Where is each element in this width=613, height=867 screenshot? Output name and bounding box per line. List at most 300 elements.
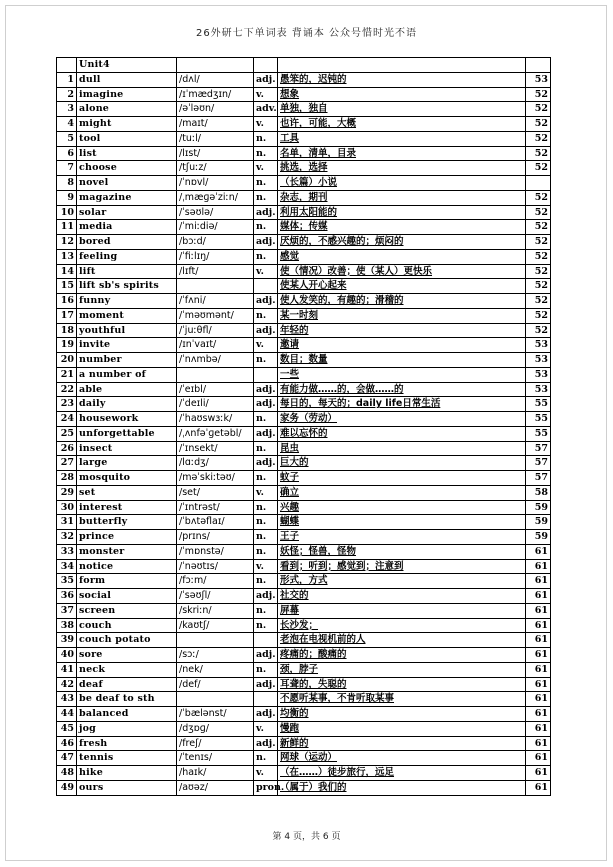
meaning-cell: 使（情况）改善；使（某人）更快乐 — [278, 264, 526, 279]
word-cell: jog — [77, 721, 177, 736]
word-cell: social — [77, 589, 177, 604]
word-cell: daily — [77, 397, 177, 412]
meaning-cell: 使某人开心起来 — [278, 279, 526, 294]
phonetic-cell: /ˈsəʊʃl/ — [177, 589, 254, 604]
phonetic-cell: /maɪt/ — [177, 117, 254, 132]
table-row — [57, 117, 551, 132]
word-cell: butterfly — [77, 515, 177, 530]
table-row — [57, 515, 551, 530]
page-cell: 61 — [526, 751, 551, 766]
word-cell: bored — [77, 235, 177, 250]
table-row — [57, 323, 551, 338]
table-row — [57, 279, 551, 294]
meaning-cell: 蚊子 — [278, 471, 526, 486]
number-cell: 30 — [57, 500, 77, 515]
number-cell: 33 — [57, 544, 77, 559]
meaning-cell: 王子 — [278, 530, 526, 545]
number-cell: 2 — [57, 87, 77, 102]
phonetic-cell: /skriːn/ — [177, 603, 254, 618]
meaning-cell: 利用太阳能的 — [278, 205, 526, 220]
word-cell: magazine — [77, 190, 177, 205]
pos-cell: v. — [254, 721, 278, 736]
page-cell: 61 — [526, 559, 551, 574]
word-cell: be deaf to sth — [77, 692, 177, 707]
pos-cell — [254, 279, 278, 294]
page-cell: 61 — [526, 721, 551, 736]
meaning-cell: 屏幕 — [278, 603, 526, 618]
number-cell: 48 — [57, 766, 77, 781]
word-cell: interest — [77, 500, 177, 515]
meaning-cell: 使人发笑的，有趣的；滑稽的 — [278, 294, 526, 309]
number-cell: 18 — [57, 323, 77, 338]
pos-cell: adj. — [254, 456, 278, 471]
meaning-cell: 妖怪；怪兽，怪物 — [278, 544, 526, 559]
word-cell: insect — [77, 441, 177, 456]
meaning-cell: 每日的，每天的；daily life日常生活 — [278, 397, 526, 412]
page-cell: 52 — [526, 205, 551, 220]
number-cell: 12 — [57, 235, 77, 250]
page-cell: 52 — [526, 235, 551, 250]
number-cell: 37 — [57, 603, 77, 618]
number-cell: 43 — [57, 692, 77, 707]
pos-cell: adj. — [254, 736, 278, 751]
page-cell: 61 — [526, 603, 551, 618]
meaning-cell: 家务（劳动） — [278, 412, 526, 427]
number-cell: 29 — [57, 485, 77, 500]
number-cell: 47 — [57, 751, 77, 766]
number-cell: 26 — [57, 441, 77, 456]
phonetic-cell: /məˈskiːtəʊ/ — [177, 471, 254, 486]
number-cell: 46 — [57, 736, 77, 751]
meaning-cell: 慢跑 — [278, 721, 526, 736]
page-cell: 61 — [526, 677, 551, 692]
phonetic-cell: /ˈhaʊswɜːk/ — [177, 412, 254, 427]
page-cell: 52 — [526, 308, 551, 323]
pos-cell: v. — [254, 117, 278, 132]
page-cell: 57 — [526, 456, 551, 471]
pos-cell: n. — [254, 500, 278, 515]
word-cell: lift sb's spirits — [77, 279, 177, 294]
table-row — [57, 264, 551, 279]
word-cell: might — [77, 117, 177, 132]
page-cell: 61 — [526, 648, 551, 663]
pos-cell: adj. — [254, 205, 278, 220]
meaning-cell: 长沙发； — [278, 618, 526, 633]
meaning-cell: 有能力做……的，会做……的 — [278, 382, 526, 397]
meaning-cell: 名单，清单，目录 — [278, 146, 526, 161]
phonetic-cell: /ɪˈmædʒɪn/ — [177, 87, 254, 102]
number-cell: 9 — [57, 190, 77, 205]
page-cell: 52 — [526, 117, 551, 132]
number-cell: 28 — [57, 471, 77, 486]
phonetic-cell: /ˈɪnsekt/ — [177, 441, 254, 456]
pos-cell: v. — [254, 87, 278, 102]
table-row — [57, 677, 551, 692]
number-cell: 23 — [57, 397, 77, 412]
unit-row — [57, 58, 551, 73]
phonetic-cell: /haɪk/ — [177, 766, 254, 781]
phonetic-cell: /lɑːdʒ/ — [177, 456, 254, 471]
pos-cell: adj. — [254, 426, 278, 441]
word-cell: set — [77, 485, 177, 500]
phonetic-cell: /ˌmæɡəˈziːn/ — [177, 190, 254, 205]
pos-cell: n. — [254, 574, 278, 589]
pos-cell: n. — [254, 515, 278, 530]
number-cell: 40 — [57, 648, 77, 663]
pos-cell: n. — [254, 220, 278, 235]
word-cell: sore — [77, 648, 177, 663]
table-row — [57, 249, 551, 264]
phonetic-cell: /ˈtenɪs/ — [177, 751, 254, 766]
page-cell: 61 — [526, 633, 551, 648]
meaning-cell: 均衡的 — [278, 707, 526, 722]
meaning-cell: 巨大的 — [278, 456, 526, 471]
page-cell: 61 — [526, 736, 551, 751]
meaning-cell: 愚笨的，迟钝的 — [278, 72, 526, 87]
page-cell: 61 — [526, 544, 551, 559]
meaning-cell: 感觉 — [278, 249, 526, 264]
number-cell: 22 — [57, 382, 77, 397]
pos-cell — [254, 692, 278, 707]
word-cell: lift — [77, 264, 177, 279]
meaning-cell: 年轻的 — [278, 323, 526, 338]
vocabulary-table — [56, 57, 551, 796]
word-cell: moment — [77, 308, 177, 323]
word-cell: list — [77, 146, 177, 161]
pos-cell: adj. — [254, 648, 278, 663]
table-row — [57, 736, 551, 751]
meaning-cell: 邀请 — [278, 338, 526, 353]
word-cell: mosquito — [77, 471, 177, 486]
phonetic-cell: /bɔːd/ — [177, 235, 254, 250]
pos-cell: adj. — [254, 72, 278, 87]
table-row — [57, 190, 551, 205]
word-cell: couch — [77, 618, 177, 633]
table-row — [57, 603, 551, 618]
meaning-cell: 某一时刻 — [278, 308, 526, 323]
page-cell: 55 — [526, 426, 551, 441]
meaning-cell: 想象 — [278, 87, 526, 102]
table-row — [57, 751, 551, 766]
meaning-cell: 社交的 — [278, 589, 526, 604]
phonetic-cell: /kaʊtʃ/ — [177, 618, 254, 633]
word-cell: feeling — [77, 249, 177, 264]
phonetic-cell: /ˈfiːlɪŋ/ — [177, 249, 254, 264]
word-cell: deaf — [77, 677, 177, 692]
pos-cell: adj. — [254, 677, 278, 692]
word-cell: form — [77, 574, 177, 589]
pos-cell: n. — [254, 249, 278, 264]
table-row — [57, 87, 551, 102]
pos-cell: n. — [254, 441, 278, 456]
meaning-cell: 单独，独自 — [278, 102, 526, 117]
table-row — [57, 426, 551, 441]
number-cell: 45 — [57, 721, 77, 736]
pos-cell: v. — [254, 559, 278, 574]
number-cell: 34 — [57, 559, 77, 574]
word-cell: couch potato — [77, 633, 177, 648]
word-cell: screen — [77, 603, 177, 618]
number-cell: 36 — [57, 589, 77, 604]
page-cell — [526, 176, 551, 191]
word-cell: balanced — [77, 707, 177, 722]
word-cell: youthful — [77, 323, 177, 338]
pos-cell: adj. — [254, 323, 278, 338]
number-cell: 16 — [57, 294, 77, 309]
table-row — [57, 72, 551, 87]
pos-cell: n. — [254, 146, 278, 161]
table-row — [57, 618, 551, 633]
meaning-cell: 蝴蝶 — [278, 515, 526, 530]
number-cell: 11 — [57, 220, 77, 235]
word-cell: a number of — [77, 367, 177, 382]
table-row — [57, 220, 551, 235]
phonetic-cell — [177, 279, 254, 294]
pos-cell: adj. — [254, 397, 278, 412]
table-row — [57, 456, 551, 471]
number-cell: 20 — [57, 353, 77, 368]
number-cell: 24 — [57, 412, 77, 427]
number-cell: 3 — [57, 102, 77, 117]
page-cell: 53 — [526, 338, 551, 353]
page-cell: 59 — [526, 500, 551, 515]
table-row — [57, 205, 551, 220]
word-cell: tennis — [77, 751, 177, 766]
table-row — [57, 574, 551, 589]
phonetic-cell — [177, 692, 254, 707]
page-cell: 57 — [526, 441, 551, 456]
word-cell: imagine — [77, 87, 177, 102]
unit-label: Unit4 — [77, 58, 177, 73]
pos-cell: n. — [254, 544, 278, 559]
table-row — [57, 721, 551, 736]
unit-phonetic-cell — [177, 58, 254, 73]
phonetic-cell: /ˈnɒvl/ — [177, 176, 254, 191]
meaning-cell: 媒体；传媒 — [278, 220, 526, 235]
word-cell: fresh — [77, 736, 177, 751]
number-cell: 44 — [57, 707, 77, 722]
table-row — [57, 353, 551, 368]
meaning-cell: 网球（运动） — [278, 751, 526, 766]
table-row — [57, 102, 551, 117]
pos-cell: adj. — [254, 589, 278, 604]
phonetic-cell: /def/ — [177, 677, 254, 692]
number-cell: 6 — [57, 146, 77, 161]
number-cell: 7 — [57, 161, 77, 176]
word-cell: housework — [77, 412, 177, 427]
word-cell: number — [77, 353, 177, 368]
number-cell: 14 — [57, 264, 77, 279]
page-cell: 61 — [526, 692, 551, 707]
page-cell: 52 — [526, 190, 551, 205]
page-cell: 53 — [526, 72, 551, 87]
meaning-cell: 疼痛的；酸痛的 — [278, 648, 526, 663]
pos-cell: v. — [254, 338, 278, 353]
phonetic-cell: /dʒɒɡ/ — [177, 721, 254, 736]
pos-cell — [254, 633, 278, 648]
word-cell: ours — [77, 780, 177, 795]
table-row — [57, 471, 551, 486]
phonetic-cell: /ˌʌnfəˈɡetəbl/ — [177, 426, 254, 441]
meaning-cell: 看到；听到；感觉到；注意到 — [278, 559, 526, 574]
table-row — [57, 382, 551, 397]
meaning-cell: 工具 — [278, 131, 526, 146]
page-cell: 52 — [526, 146, 551, 161]
table-row — [57, 367, 551, 382]
page-cell: 53 — [526, 353, 551, 368]
page-cell: 52 — [526, 131, 551, 146]
meaning-cell: 昆虫 — [278, 441, 526, 456]
pos-cell: v. — [254, 766, 278, 781]
phonetic-cell: /freʃ/ — [177, 736, 254, 751]
word-cell: dull — [77, 72, 177, 87]
table-row — [57, 294, 551, 309]
page-cell: 61 — [526, 662, 551, 677]
page-cell: 58 — [526, 485, 551, 500]
word-cell: choose — [77, 161, 177, 176]
number-cell: 49 — [57, 780, 77, 795]
table-row — [57, 692, 551, 707]
pos-cell: adj. — [254, 707, 278, 722]
phonetic-cell: /nek/ — [177, 662, 254, 677]
phonetic-cell: /ˈdeɪli/ — [177, 397, 254, 412]
page-cell: 52 — [526, 87, 551, 102]
table-row — [57, 559, 551, 574]
page-footer: 第 4 页，共 6 页 — [272, 832, 341, 842]
page-cell: 52 — [526, 264, 551, 279]
pos-cell: n. — [254, 176, 278, 191]
page-cell: 52 — [526, 294, 551, 309]
table-row — [57, 235, 551, 250]
table-row — [57, 530, 551, 545]
page-cell: 55 — [526, 412, 551, 427]
pos-cell: n. — [254, 530, 278, 545]
phonetic-cell — [177, 367, 254, 382]
pos-cell: n. — [254, 751, 278, 766]
table-row — [57, 500, 551, 515]
pos-cell: pron. — [254, 780, 278, 795]
meaning-cell: 厌烦的，不感兴趣的；烦闷的 — [278, 235, 526, 250]
page-cell: 52 — [526, 279, 551, 294]
page-cell: 61 — [526, 766, 551, 781]
meaning-cell: 兴趣 — [278, 500, 526, 515]
meaning-cell: 不愿听某事，不肯听取某事 — [278, 692, 526, 707]
word-cell: alone — [77, 102, 177, 117]
pos-cell: adj. — [254, 294, 278, 309]
page-cell: 61 — [526, 780, 551, 795]
phonetic-cell: /prɪns/ — [177, 530, 254, 545]
word-cell: neck — [77, 662, 177, 677]
page-cell: 59 — [526, 515, 551, 530]
table-row — [57, 633, 551, 648]
number-cell: 1 — [57, 72, 77, 87]
meaning-cell: （属于）我们的 — [278, 780, 526, 795]
meaning-cell: （在……）徒步旅行，远足 — [278, 766, 526, 781]
pos-cell: n. — [254, 131, 278, 146]
number-cell: 21 — [57, 367, 77, 382]
phonetic-cell: /ˈməʊmənt/ — [177, 308, 254, 323]
phonetic-cell: /aʊəz/ — [177, 780, 254, 795]
pos-cell: v. — [254, 485, 278, 500]
word-cell: unforgettable — [77, 426, 177, 441]
pos-cell: n. — [254, 412, 278, 427]
number-cell: 25 — [57, 426, 77, 441]
meaning-cell: 形式，方式 — [278, 574, 526, 589]
number-cell: 31 — [57, 515, 77, 530]
number-cell: 4 — [57, 117, 77, 132]
meaning-cell: 耳聋的，失聪的 — [278, 677, 526, 692]
word-cell: prince — [77, 530, 177, 545]
page-cell: 52 — [526, 249, 551, 264]
page-cell: 59 — [526, 530, 551, 545]
phonetic-cell: /lɪft/ — [177, 264, 254, 279]
phonetic-cell: /ˈmiːdiə/ — [177, 220, 254, 235]
number-cell: 35 — [57, 574, 77, 589]
phonetic-cell: /dʌl/ — [177, 72, 254, 87]
word-cell: invite — [77, 338, 177, 353]
meaning-cell: （长篇）小说 — [278, 176, 526, 191]
page-cell: 52 — [526, 102, 551, 117]
table-row — [57, 146, 551, 161]
number-cell: 15 — [57, 279, 77, 294]
number-cell: 38 — [57, 618, 77, 633]
unit-meaning-cell — [278, 58, 526, 73]
unit-page-cell — [526, 58, 551, 73]
table-row — [57, 412, 551, 427]
page-header: 26外研七下单词表 背诵本 公众号惜时光不语 — [195, 28, 418, 39]
number-cell: 19 — [57, 338, 77, 353]
number-cell: 41 — [57, 662, 77, 677]
pos-cell — [254, 367, 278, 382]
table-row — [57, 707, 551, 722]
meaning-cell: 也许，可能，大概 — [278, 117, 526, 132]
word-cell: novel — [77, 176, 177, 191]
phonetic-cell: /ˈfʌni/ — [177, 294, 254, 309]
pos-cell: n. — [254, 308, 278, 323]
table-row — [57, 780, 551, 795]
meaning-cell: 颈，脖子 — [278, 662, 526, 677]
phonetic-cell: /ˈbʌtəflaɪ/ — [177, 515, 254, 530]
phonetic-cell: /ˈsəʊlə/ — [177, 205, 254, 220]
page-cell: 52 — [526, 323, 551, 338]
page-cell: 53 — [526, 367, 551, 382]
table-row — [57, 544, 551, 559]
phonetic-cell: /ˈeɪbl/ — [177, 382, 254, 397]
page-cell: 52 — [526, 161, 551, 176]
pos-cell: n. — [254, 618, 278, 633]
pos-cell: n. — [254, 353, 278, 368]
word-cell: funny — [77, 294, 177, 309]
page-cell: 61 — [526, 618, 551, 633]
phonetic-cell: /ɪnˈvaɪt/ — [177, 338, 254, 353]
table-row — [57, 662, 551, 677]
pos-cell: adv. — [254, 102, 278, 117]
meaning-cell: 确立 — [278, 485, 526, 500]
number-cell: 8 — [57, 176, 77, 191]
phonetic-cell: /tʃuːz/ — [177, 161, 254, 176]
number-cell: 10 — [57, 205, 77, 220]
phonetic-cell: /ˈɪntrəst/ — [177, 500, 254, 515]
table-row — [57, 161, 551, 176]
phonetic-cell: /ˈmɒnstə/ — [177, 544, 254, 559]
word-cell: monster — [77, 544, 177, 559]
meaning-cell: 杂志，期刊 — [278, 190, 526, 205]
number-cell: 13 — [57, 249, 77, 264]
table-row — [57, 441, 551, 456]
page-cell: 57 — [526, 471, 551, 486]
table-row — [57, 338, 551, 353]
meaning-cell: 难以忘怀的 — [278, 426, 526, 441]
